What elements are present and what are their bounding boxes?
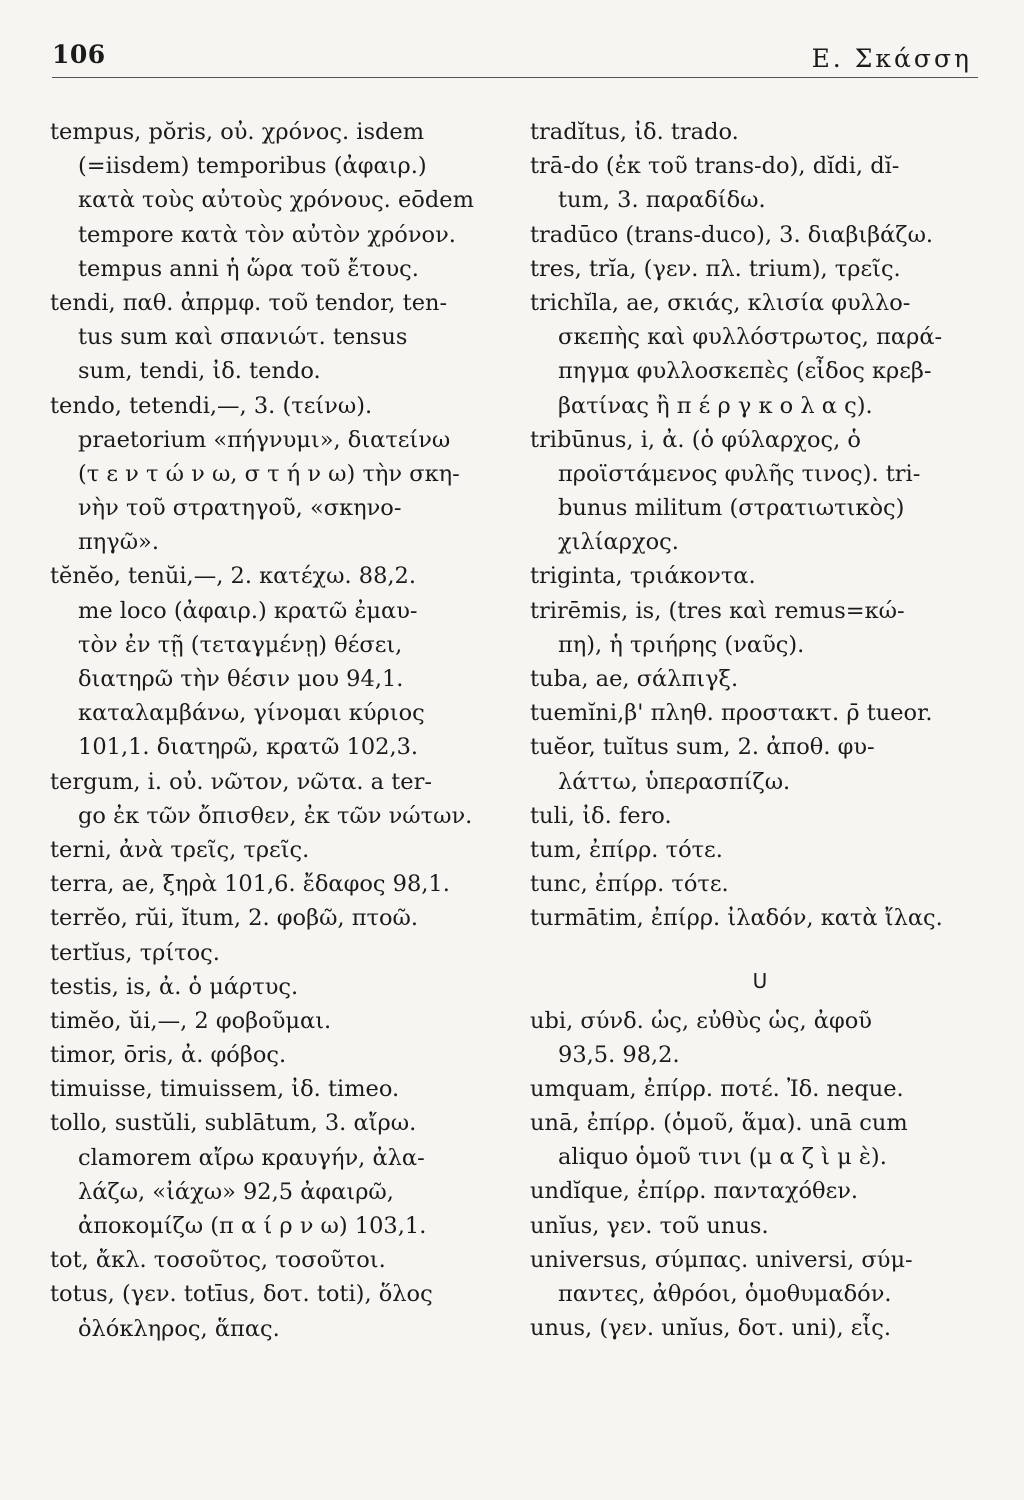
entry-line: tuli, ἰδ. fero. (530, 802, 672, 829)
entry-continuation-line: πηγμα φυλλοσκεπὲς (εἶδος κρεβ- (558, 358, 932, 385)
entry-continuation-line: ἀποκομίζω (π α ί ρ ν ω) 103,1. (78, 1213, 427, 1239)
entry-continuation-line: κατὰ τοὺς αὐτοὺς χρόνους. eōdem (78, 187, 474, 214)
entry-line: unā, ἐπίρρ. (ὁμοῦ, ἅμα). unā cum (530, 1110, 908, 1137)
entry-line: ubi, σύνδ. ὡς, εὐθὺς ὡς, ἀφοῦ (530, 1007, 872, 1034)
running-title: Ε. Σκάσση (811, 44, 972, 73)
entry-line: tradūco (trans-duco), 3. διαβιβάζω. (530, 221, 934, 248)
header-rule (52, 77, 978, 78)
entry-line: tradĭtus, ἰδ. trado. (530, 119, 739, 145)
entry-line: timor, ōris, ἀ. φόβος. (50, 1042, 287, 1069)
entry-continuation-line: tum, 3. παραδίδω. (558, 187, 766, 214)
entry-line: tergum, i. οὐ. νῶτον, νῶτα. a ter- (50, 768, 432, 795)
entry-line: turmātim, ἐπίρρ. ἰλαδόν, κατὰ ἴλας. (530, 905, 943, 932)
entry-line: tribūnus, i, ἀ. (ὁ φύλαρχος, ὁ (530, 426, 861, 453)
entry-continuation-line: νὴν τοῦ στρατηγοῦ, «σκηνο- (78, 495, 402, 522)
entry-continuation-line: praetorium «πήγνυμι», διατείνω (78, 426, 451, 453)
entry-continuation-line: χιλίαρχος. (558, 529, 679, 556)
entry-line: undĭque, ἐπίρρ. πανταχόθεν. (530, 1178, 859, 1205)
entry-continuation-line: aliquo ὁμοῦ τινι (μ α ζ ὶ μ ὲ). (558, 1144, 887, 1171)
entry-line: tollo, sustŭli, sublātum, 3. αἴρω. (50, 1110, 417, 1137)
entry-continuation-line: καταλαμβάνω, γίνομαι κύριος (78, 700, 425, 727)
entry-line: timuisse, timuissem, ἰδ. timeo. (50, 1076, 400, 1103)
u-entries (530, 1004, 990, 1346)
entry-continuation-line: 93,5. 98,2. (558, 1041, 680, 1068)
entry-continuation-line: λάζω, «ἰάχω» 92,5 ἀφαιρῶ, (78, 1178, 394, 1205)
entry-line: tempus, pŏris, οὐ. χρόνος. isdem (50, 119, 425, 145)
entry-continuation-line: διατηρῶ τὴν θέσιν μου 94,1. (78, 666, 404, 692)
entry-continuation-line: go ἐκ τῶν ὄπισθεν, ἐκ τῶν νώτων. (78, 802, 473, 829)
entry-continuation-line: ὁλόκληρος, ἅπας. (78, 1315, 280, 1342)
entry-line: tuemĭni,β' πληθ. προστακτ. ρ̄ tueor. (530, 700, 933, 727)
entry-line: terrĕo, rŭi, ĭtum, 2. φοβῶ, πτοῶ. (50, 905, 419, 932)
entry-line: triginta, τριάκοντα. (530, 563, 756, 590)
entry-line: tum, ἐπίρρ. τότε. (530, 836, 723, 863)
entry-line: universus, σύμπας. universi, σύμ- (530, 1246, 913, 1273)
entry-continuation-line: 101,1. διατηρῶ, κρατῶ 102,3. (78, 734, 419, 761)
entry-continuation-line: σκεπὴς καὶ φυλλόστρωτος, παρά- (558, 324, 943, 351)
entry-line: trā-do (ἐκ τοῦ trans-do), dĭdi, dĭ- (530, 153, 900, 180)
t-entries (530, 115, 990, 936)
entry-continuation-line: βατίνας ἢ π έ ρ γ κ ο λ α ς). (558, 392, 873, 419)
entry-line: tertĭus, τρίτος. (50, 939, 220, 966)
entry-continuation-line: πηγῶ». (78, 529, 159, 556)
entry-continuation-line: tus sum καὶ σπανιώτ. tensus (78, 324, 408, 351)
entry-continuation-line: tempore κατὰ τὸν αὐτὸν χρόνον. (78, 221, 456, 248)
entry-continuation-line: sum, tendi, ἰδ. tendo. (78, 358, 321, 385)
entry-line: tuba, ae, σάλπιγξ. (530, 666, 739, 692)
entry-continuation-line: πη), ἡ τριήρης (ναῦς). (558, 631, 805, 658)
left-column (50, 115, 520, 1346)
entry-continuation-line: clamorem αἴρω κραυγήν, ἀλα- (78, 1144, 425, 1171)
entry-continuation-line: (=iisdem) temporibus (ἀφαιρ.) (78, 153, 427, 180)
entry-continuation-line: προϊστάμενος φυλῆς τινος). tri- (558, 460, 921, 487)
entry-line: tuĕor, tuĭtus sum, 2. ἀποθ. φυ- (530, 734, 875, 761)
right-column (530, 115, 990, 1345)
entry-continuation-line: λάττω, ὑπερασπίζω. (558, 768, 791, 795)
entry-line: tunc, ἐπίρρ. τότε. (530, 871, 729, 898)
entry-line: unĭus, γεν. τοῦ unus. (530, 1212, 769, 1239)
entry-continuation-line: παντες, ἀθρόοι, ὁμοθυμαδόν. (558, 1281, 892, 1307)
entry-line: totus, (γεν. totīus, δοτ. toti), ὅλος (50, 1281, 433, 1308)
entry-continuation-line: tempus anni ἡ ὥρα τοῦ ἔτους. (78, 255, 419, 282)
entry-line: unus, (γεν. unĭus, δοτ. uni), εἷς. (530, 1315, 892, 1342)
entry-line: terra, ae, ξηρὰ 101,6. ἔδαφος 98,1. (50, 871, 450, 898)
page-number: 106 (52, 40, 106, 69)
entry-continuation-line: (τ ε ν τ ώ ν ω, σ τ ή ν ω) τὴν σκη- (78, 460, 460, 487)
entry-line: tĕnĕo, tenŭi,—, 2. κατέχω. 88,2. (50, 563, 417, 590)
entry-line: timĕo, ŭi,—, 2 φοβοῦμαι. (50, 1007, 332, 1034)
entry-line: tendo, tetendi,—, 3. (τείνω). (50, 392, 373, 419)
entry-line: tres, trĭa, (γεν. πλ. trium), τρεῖς. (530, 255, 901, 282)
entry-line: trirēmis, is, (tres καὶ remus=κώ- (530, 597, 905, 624)
entry-line: tot, ἄκλ. τοσοῦτος, τοσοῦτοι. (50, 1247, 386, 1274)
entry-continuation-line: bunus militum (στρατιωτικὸς) (558, 495, 905, 522)
letter-heading: U (752, 968, 768, 993)
entry-line: tendi, παθ. ἀπρμφ. τοῦ tendor, ten- (50, 289, 448, 316)
entry-line: terni, ἀνὰ τρεῖς, τρεῖς. (50, 836, 310, 863)
entry-line: testis, is, ἀ. ὁ μάρτυς. (50, 973, 299, 1000)
entry-continuation-line: τὸν ἐν τῇ (τεταγμένῃ) θέσει, (78, 631, 403, 658)
entry-line: trichĭla, ae, σκιάς, κλισία φυλλο- (530, 289, 911, 316)
entry-continuation-line: me loco (ἀφαιρ.) κρατῶ ἐμαυ- (78, 597, 418, 624)
entry-line: umquam, ἐπίρρ. ποτέ. Ἰδ. neque. (530, 1075, 904, 1102)
